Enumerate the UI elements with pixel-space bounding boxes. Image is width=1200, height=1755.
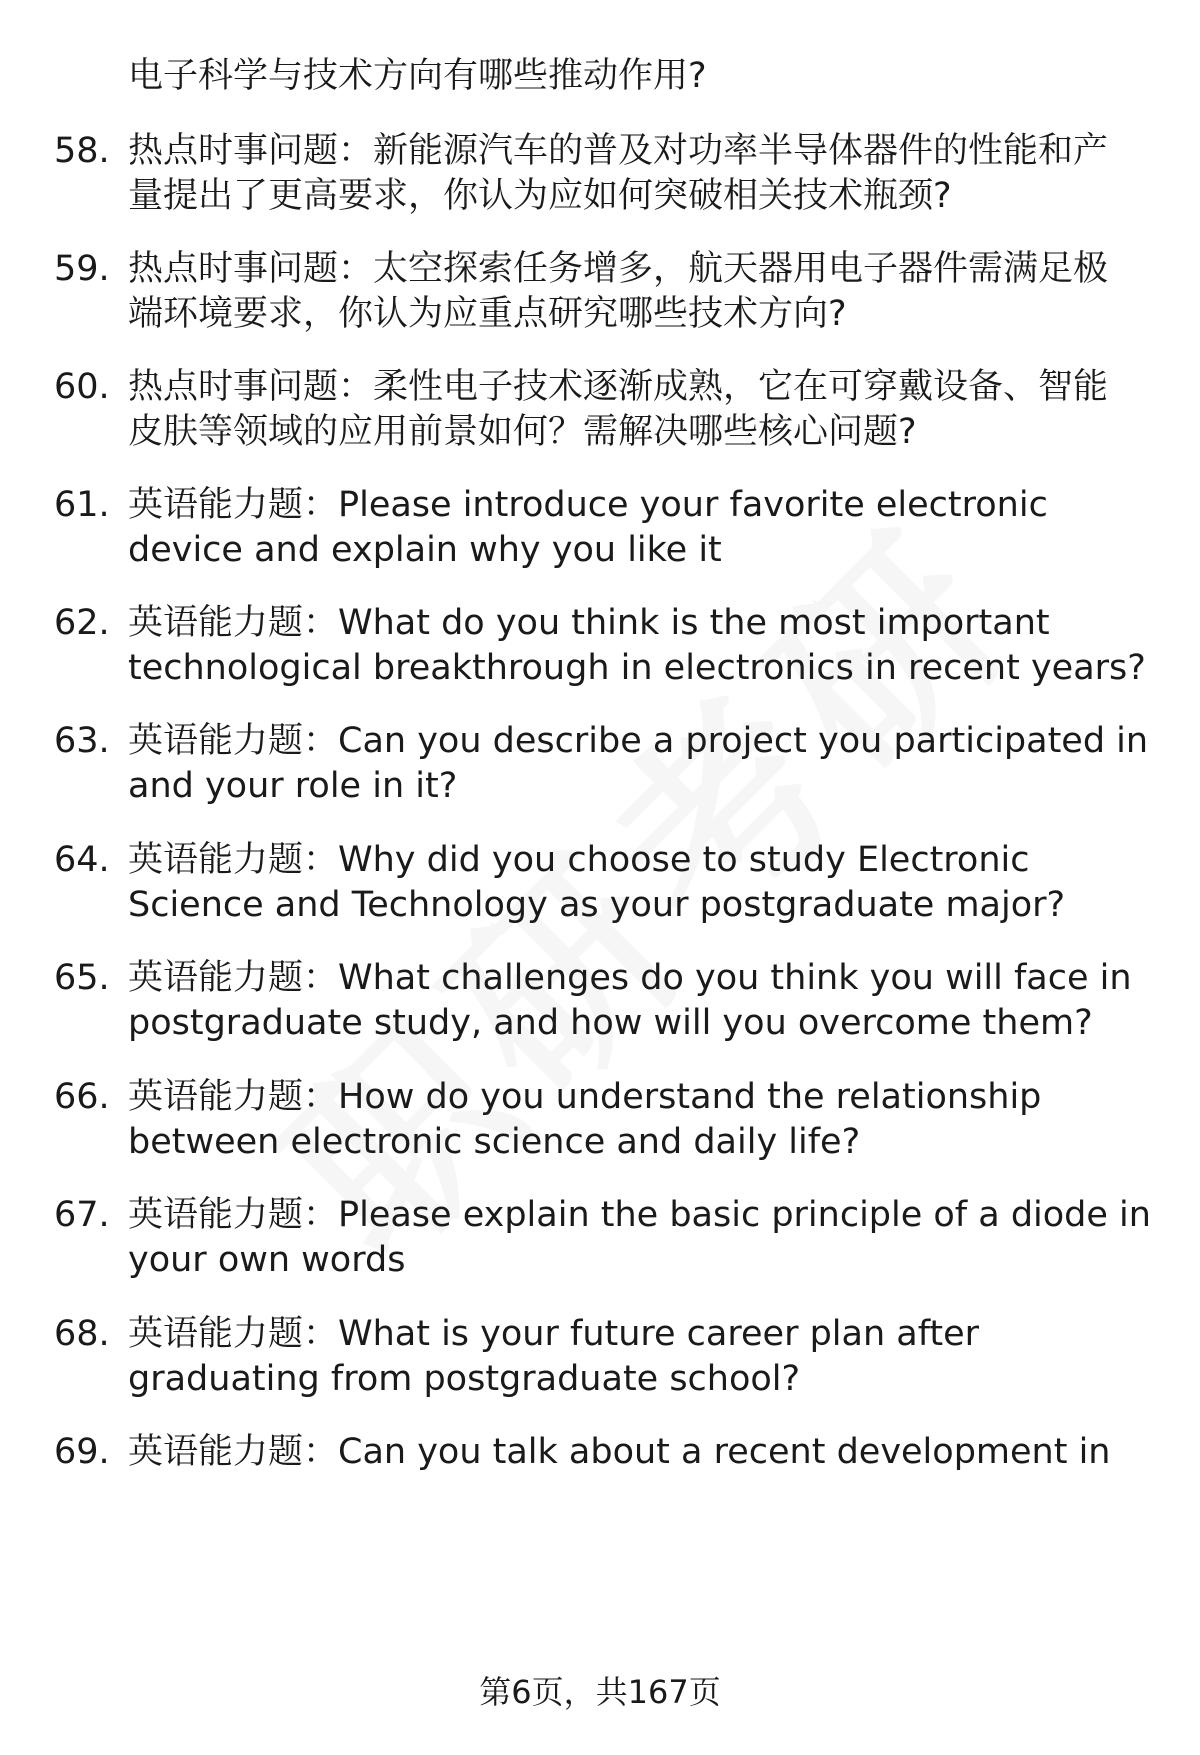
item-61-line-2: device and explain why you like it bbox=[128, 530, 722, 570]
item-60-line-2: 皮肤等领域的应用前景如何？需解决哪些核心问题? bbox=[128, 412, 917, 452]
item-67-line-2: your own words bbox=[128, 1240, 406, 1280]
item-64-line-2: Science and Technology as your postgraduate major? bbox=[128, 885, 1066, 925]
continued-line: 电子科学与技术方向有哪些推动作用? bbox=[128, 56, 707, 96]
item-58-line-1: 热点时事问题：新能源汽车的普及对功率半导体器件的性能和产 bbox=[128, 131, 1109, 171]
item-62-line-2: technological breakthrough in electronics in recent years? bbox=[128, 648, 1146, 688]
item-number-59: 59. bbox=[54, 249, 110, 289]
item-66-line-2: between electronic science and daily life? bbox=[128, 1122, 861, 1162]
item-65-line-2: postgraduate study, and how will you overcome them? bbox=[128, 1003, 1093, 1043]
item-number-58: 58. bbox=[54, 131, 110, 171]
item-59-line-1: 热点时事问题：太空探索任务增多，航天器用电子器件需满足极 bbox=[128, 249, 1109, 289]
item-63-line-2: and your role in it? bbox=[128, 766, 458, 806]
item-number-60: 60. bbox=[54, 367, 110, 407]
item-number-63: 63. bbox=[54, 721, 110, 761]
item-65-line-1: 英语能力题：What challenges do you think you will face in bbox=[128, 958, 1132, 998]
item-69-line-1: 英语能力题：Can you talk about a recent development in bbox=[128, 1432, 1111, 1472]
item-68-line-2: graduating from postgraduate school? bbox=[128, 1359, 801, 1399]
item-66-line-1: 英语能力题：How do you understand the relationship bbox=[128, 1077, 1042, 1117]
item-number-66: 66. bbox=[54, 1077, 110, 1117]
item-62-line-1: 英语能力题：What do you think is the most important bbox=[128, 603, 1050, 643]
item-number-65: 65. bbox=[54, 958, 110, 998]
item-number-67: 67. bbox=[54, 1195, 110, 1235]
item-number-69: 69. bbox=[54, 1432, 110, 1472]
item-63-line-1: 英语能力题：Can you describe a project you participated in bbox=[128, 721, 1149, 761]
item-number-64: 64. bbox=[54, 840, 110, 880]
item-60-line-1: 热点时事问题：柔性电子技术逐渐成熟，它在可穿戴设备、智能 bbox=[128, 367, 1109, 407]
item-number-68: 68. bbox=[54, 1314, 110, 1354]
item-58-line-2: 量提出了更高要求，你认为应如何突破相关技术瓶颈? bbox=[128, 176, 952, 216]
item-67-line-1: 英语能力题：Please explain the basic principle of a diode in bbox=[128, 1195, 1151, 1235]
item-number-61: 61. bbox=[54, 485, 110, 525]
item-number-62: 62. bbox=[54, 603, 110, 643]
page-footer: 第6页，共167页 bbox=[479, 1673, 721, 1711]
item-61-line-1: 英语能力题：Please introduce your favorite electronic bbox=[128, 485, 1048, 525]
item-68-line-1: 英语能力题：What is your future career plan after bbox=[128, 1314, 980, 1354]
item-59-line-2: 端环境要求，你认为应重点研究哪些技术方向? bbox=[128, 294, 847, 334]
item-64-line-1: 英语能力题：Why did you choose to study Electronic bbox=[128, 840, 1030, 880]
